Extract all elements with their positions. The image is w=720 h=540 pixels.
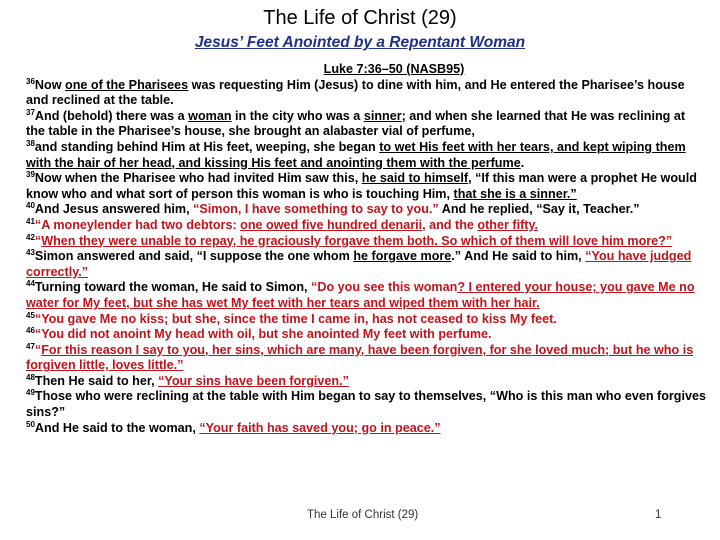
- jesus-words: “Simon, I have something to say to you.”: [193, 202, 439, 217]
- verse-text: one of the Pharisees: [65, 77, 189, 92]
- verse-42: [26, 234, 706, 250]
- verse-number: 50: [26, 419, 35, 429]
- verse-46: [26, 327, 706, 343]
- jesus-words: “You have judged correctly.”: [26, 249, 692, 279]
- verse-number: 41: [26, 216, 35, 226]
- scripture-body: [26, 62, 706, 436]
- verse-text: in the city who was a: [231, 108, 364, 123]
- jesus-words: , and the: [422, 217, 478, 232]
- verse-text: ; and when she learned that He was reclining at the table in the Pharisee’s house, she brought an alabaster vial of perfume,: [26, 108, 686, 139]
- open-quote: “: [34, 217, 42, 232]
- jesus-words: A moneylender had two debtors:: [41, 217, 241, 232]
- open-quote: “: [34, 327, 42, 342]
- verse-text: .” And He said to him,: [451, 249, 586, 264]
- verse-text: Then He said to her,: [34, 373, 159, 388]
- verse-text: that she is a sinner.”: [453, 186, 577, 201]
- verse-text: And He said to the woman,: [34, 420, 200, 435]
- verse-list: [26, 78, 706, 437]
- verse-number: 43: [26, 247, 35, 257]
- open-quote: “: [34, 233, 42, 248]
- verse-text: And Jesus answered him,: [34, 202, 194, 217]
- verse-50: [26, 421, 706, 437]
- page-subtitle: Jesus’ Feet Anointed by a Repentant Woman: [194, 34, 526, 51]
- verse-text: he forgave more: [353, 249, 452, 264]
- verse-text: And (behold) there was a: [34, 108, 189, 123]
- verse-37: [26, 109, 706, 140]
- open-quote: “: [34, 311, 42, 326]
- verse-38: [26, 140, 706, 171]
- verse-number: 36: [26, 76, 35, 86]
- verse-number: 40: [26, 201, 35, 211]
- verse-text: .: [520, 155, 525, 170]
- verse-43: [26, 249, 706, 280]
- verse-number: 49: [26, 388, 35, 398]
- verse-49: [26, 389, 706, 420]
- page-title: The Life of Christ (29): [263, 7, 457, 29]
- jesus-words: other fifty.: [477, 217, 539, 232]
- jesus-words: When they were unable to repay, he graciously forgave them both. So which of them will love him more?”: [41, 233, 673, 248]
- open-quote: “: [34, 342, 42, 357]
- jesus-words: “Your sins have been forgiven.”: [158, 373, 349, 388]
- verse-text: woman: [188, 108, 232, 123]
- verse-text: sinner: [363, 108, 402, 123]
- verse-text: Now when the Pharisee who had invited Him saw this,: [34, 171, 362, 186]
- verse-number: 44: [26, 279, 35, 289]
- page-number: 1: [655, 509, 662, 521]
- verse-text: And he replied, “Say it, Teacher.”: [438, 202, 640, 217]
- verse-text: , “If this man were a prophet He would know who and what sort of person this woman is who is touching Him,: [26, 171, 697, 201]
- verse-number: 42: [26, 232, 35, 242]
- verse-text: Turning toward the woman, He said to Simon,: [34, 280, 312, 295]
- verse-number: 37: [26, 107, 35, 117]
- verse-text: to wet His feet with her tears, and kept wiping them with the hair of her head, and kissing His feet and anointing them with the perfume: [26, 139, 686, 170]
- verse-48: [26, 374, 706, 390]
- verse-text: Simon answered and said, “I suppose the one whom: [34, 249, 354, 264]
- verse-number: 39: [26, 169, 35, 179]
- jesus-words: “Your faith has saved you; go in peace.”: [199, 420, 441, 435]
- verse-text: was requesting Him (Jesus) to dine with him, and He entered the Pharisee’s house and reclined at the table.: [26, 77, 685, 108]
- verse-39: [26, 171, 706, 202]
- verse-number: 46: [26, 325, 35, 335]
- verse-number: 45: [26, 310, 35, 320]
- scripture-reference: Luke 7:36–50 (NASB95): [323, 62, 465, 76]
- footer-title: The Life of Christ (29): [307, 509, 419, 521]
- verse-44: [26, 280, 706, 311]
- verse-41: [26, 218, 706, 234]
- jesus-words: For this reason I say to you, her sins, which are many, have been forgiven, for she loved much; but he who is forgiven little, loves little.”: [26, 342, 694, 373]
- jesus-words: You did not anoint My head with oil, but she anointed My feet with perfume.: [41, 327, 492, 342]
- verse-number: 48: [26, 372, 35, 382]
- jesus-words: “Do you see this woman: [311, 280, 458, 295]
- verse-text: Those who were reclining at the table with Him began to say to themselves, “Who is this man who even forgives sins?”: [26, 389, 707, 420]
- verse-47: [26, 343, 706, 374]
- verse-40: [26, 202, 706, 218]
- jesus-words: one owed five hundred denarii: [240, 217, 423, 232]
- verse-45: [26, 312, 706, 328]
- verse-number: 47: [26, 341, 35, 351]
- verse-number: 38: [26, 138, 35, 148]
- verse-text: Now: [34, 77, 65, 92]
- jesus-words: ? I entered your house; you gave Me no water for My feet, but she has wet My feet with her tears and wiped them with her hair.: [26, 280, 695, 310]
- verse-text: and standing behind Him at His feet, weeping, she began: [34, 139, 380, 154]
- verse-text: he said to himself: [361, 171, 469, 186]
- verse-36: [26, 78, 706, 109]
- jesus-words: You gave Me no kiss; but she, since the time I came in, has not ceased to kiss My feet.: [41, 311, 557, 326]
